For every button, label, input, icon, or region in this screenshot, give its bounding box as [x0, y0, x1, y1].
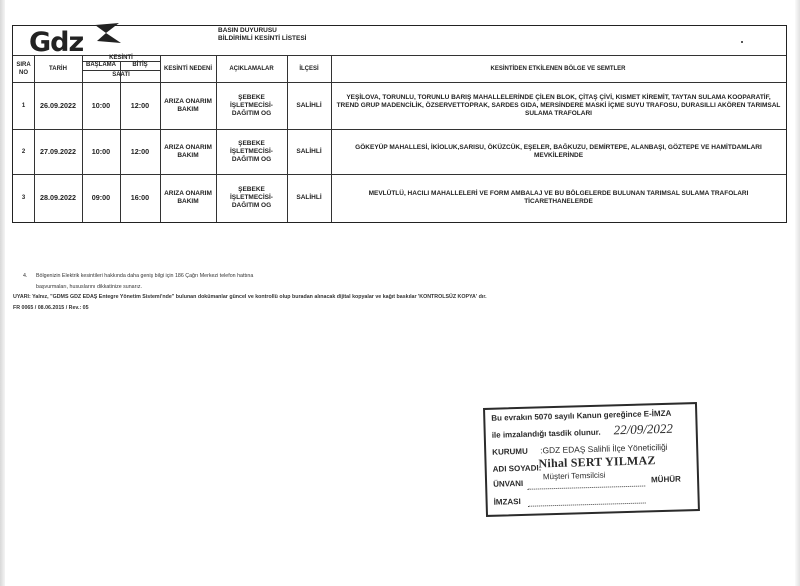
- col-header-sira-no: SIRA NO: [16, 62, 31, 76]
- row-date: 26.09.2022: [40, 100, 76, 110]
- row-start-time: 09:00: [91, 192, 111, 202]
- row-end-time: 16:00: [130, 192, 150, 202]
- col-header-ilce: İLÇESİ: [299, 66, 319, 72]
- col-header-aciklama: AÇIKLAMALAR: [229, 66, 274, 72]
- col-header-tarih: TARİH: [49, 66, 67, 72]
- row-start-time: 10:00: [91, 100, 111, 110]
- note-number: 4.: [23, 273, 28, 279]
- stamp-unvani-label: ÜNVANI: [493, 478, 524, 489]
- row-affected-areas: YEŞİLOVA, TORUNLU, TORUNLU BARIŞ MAHALLELERİNDE ÇİLEN BLOK, ÇİTAŞ ÇİVİ, KISMET KİREMİT, TAYTAN SULAMA KOOPARATİF, TREND GRUP MADENCİLİK, ÖZSERVETTOPRAK, SARDES GIDA, MERSİNDERE MASKİ İÇME SUYU TRAFOSU, DURASILLI AKÖREN TARIMSAL SULAMA TRAFOLARI: [336, 93, 781, 117]
- gdz-logo: Gdz: [29, 27, 84, 58]
- row-reason: ARIZA ONARIM BAKIM: [164, 189, 212, 205]
- form-code: FR 0065 / 08.06.2015 / Rev.: 05: [13, 305, 89, 311]
- col-header-neden: KESİNTİ NEDENİ: [163, 66, 212, 72]
- row-start-time: 10:00: [91, 146, 111, 156]
- row-description: ŞEBEKE İŞLETMECİSİ-DAĞITIM OG: [230, 185, 273, 209]
- row-end-time: 12:00: [130, 146, 150, 156]
- row-number: 3: [21, 194, 26, 201]
- row-number: 2: [21, 148, 26, 155]
- note-line-1: Bölgenizin Elektrik kesintileri hakkında daha geniş bilgi için 186 Çağrı Merkezi telefon hattına: [36, 273, 254, 279]
- row-date: 28.09.2022: [40, 192, 76, 202]
- row-affected-areas: GÖKEYÜP MAHALLESİ, İKİOLUK,SARISU, ÖKÜZCÜK, EŞELER, BAĞKUZU, DEMİRTEPE, ALANBAŞI, GÖZTEPE VE HAMİTDAMLARI MEVKİLERİNDE: [355, 143, 762, 159]
- title-line-1: BASIN DUYURUSU: [218, 27, 277, 34]
- logo-arrow-icon: [93, 22, 123, 44]
- row-district: SALİHLİ: [296, 193, 322, 201]
- stamp-imzasi-label: İMZASI: [493, 496, 521, 507]
- stamp-name: Nihal SERT YILMAZ: [538, 453, 656, 471]
- stamp-line-1: Bu evrakın 5070 sayılı Kanun gereğince E-İMZA: [491, 408, 672, 423]
- e-signature-stamp: [483, 402, 700, 517]
- stamp-adi-label: ADI SOYADI:: [492, 463, 542, 474]
- row-reason: ARIZA ONARIM BAKIM: [164, 97, 212, 113]
- row-district: SALİHLİ: [296, 147, 322, 155]
- announcement-title: [218, 27, 306, 43]
- row-number: 1: [21, 102, 26, 109]
- handwritten-date: 22/09/2022: [613, 420, 674, 438]
- stamp-muhur: MÜHÜR: [650, 474, 681, 485]
- row-date: 27.09.2022: [40, 146, 76, 156]
- row-description: ŞEBEKE İŞLETMECİSİ-DAĞITIM OG: [230, 139, 273, 163]
- note-line-2: başvurmaları, hususlarını dikkatinize sunarız.: [36, 284, 142, 290]
- stamp-kurumu-label: KURUMU: [492, 446, 528, 457]
- col-header-kesinti: KESİNTİ: [109, 54, 133, 61]
- stamp-dotted-rule: [528, 502, 646, 506]
- row-affected-areas: MEVLÜTLÜ, HACILI MAHALLELERİ VE FORM AMBALAJ VE BU BÖLGELERDE BULUNAN TARIMSAL SULAMA TRAFOLARI TİCARETHANELERDE: [368, 189, 749, 205]
- row-reason: ARIZA ONARIM BAKIM: [164, 143, 212, 159]
- row-district: SALİHLİ: [296, 101, 322, 109]
- title-line-2: BİLDİRİMLİ KESİNTİ LİSTESİ: [218, 35, 307, 42]
- row-description: ŞEBEKE İŞLETMECİSİ-DAĞITIM OG: [230, 93, 273, 117]
- stamp-kurumu-value: :GDZ EDAŞ Salihli İlçe Yöneticiliği: [540, 441, 668, 456]
- col-header-saati: SAATİ: [112, 72, 130, 78]
- col-header-bolge: KESİNTİDEN ETKİLENEN BÖLGE VE SEMTLER: [490, 66, 626, 72]
- stamp-dotted-rule: [527, 486, 645, 490]
- col-header-baslama: BAŞLAMA: [86, 61, 116, 68]
- page-right-edge: [795, 0, 800, 586]
- uncontrolled-copy-warning: UYARI: Yalnız, "GDMS GDZ EDAŞ Entegre Yönetim Sistemi'nde" bulunan dokümanlar güncel ve kontrollü olup buradan alınacak dijital kopyalar ve kağıt baskılar 'KONTROLSÜZ KOPYA' dır.: [13, 294, 487, 300]
- speck: [741, 41, 743, 43]
- stamp-unvani-value: Müşteri Temsilcisi: [542, 470, 606, 482]
- col-header-bitis: BİTİŞ: [132, 61, 148, 68]
- page-left-edge: [0, 0, 5, 586]
- row-end-time: 12:00: [130, 100, 150, 110]
- stamp-line-2: ile imzalandığı tasdik olunur.: [491, 427, 601, 440]
